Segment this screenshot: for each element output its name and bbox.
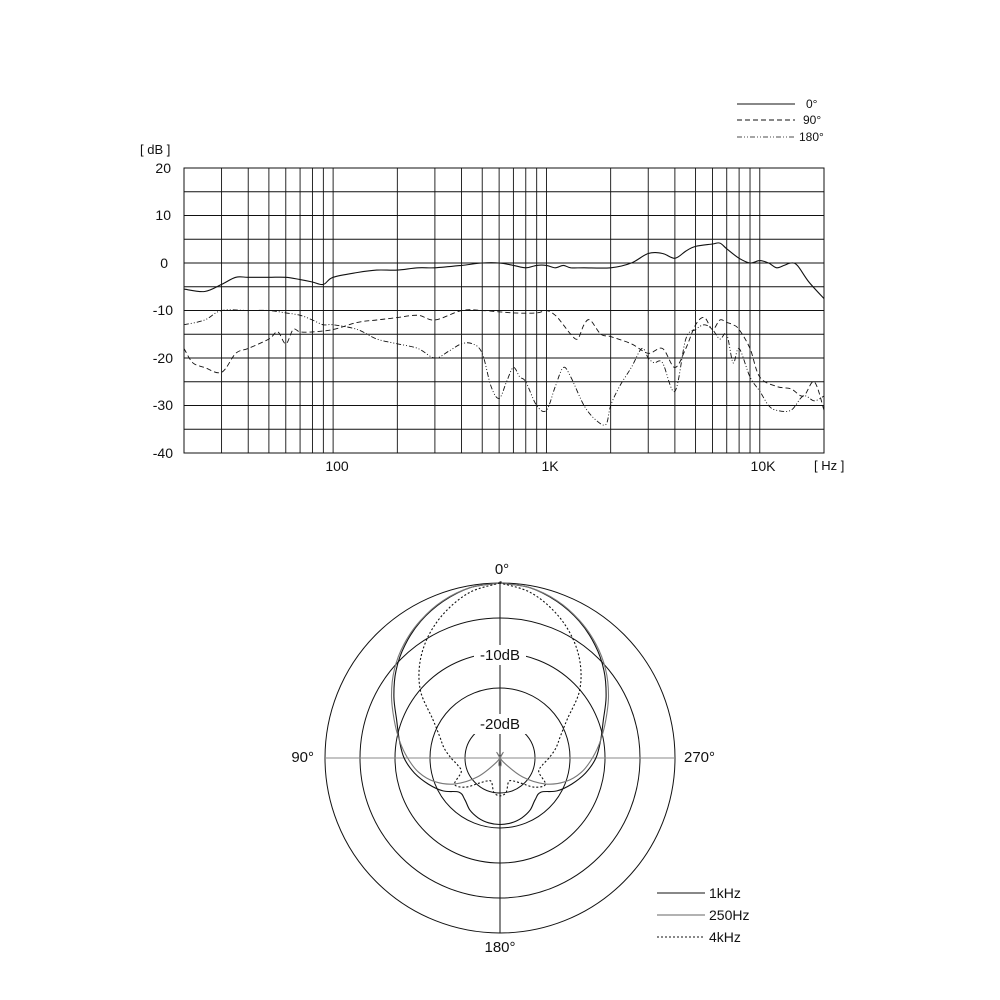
fr-y-tick-minus20: -20: [152, 350, 173, 366]
fr-y-tick-10: 10: [155, 207, 171, 223]
fr-legend: [737, 97, 824, 144]
polar-legend-label-4khz: 4kHz: [709, 929, 741, 945]
fr-y-tick-20: 20: [155, 160, 171, 176]
fr-y-tick-minus10: -10: [152, 302, 173, 318]
fr-x-tick-1k: 1K: [541, 458, 559, 474]
fr-series-line-2: [184, 310, 824, 425]
fr-series-line-1: [184, 310, 824, 411]
frequency-response-chart: [140, 97, 844, 474]
polar-legend-label-1khz: 1kHz: [709, 885, 741, 901]
polar-legend: [657, 885, 749, 945]
fr-horizontal-grid: [184, 192, 824, 430]
polar-pattern-chart: [291, 561, 749, 956]
fr-legend-label-180deg: 180°: [799, 130, 824, 144]
fr-legend-label-90deg: 90°: [803, 113, 822, 127]
fr-x-tick-10k: 10K: [750, 458, 776, 474]
fr-series-line-0: [184, 243, 824, 299]
fr-y-tick-minus30: -30: [152, 397, 173, 413]
fr-x-tick-100: 100: [325, 458, 349, 474]
ring-label-10db: -10dB: [479, 647, 521, 664]
fr-y-tick-minus40: -40: [152, 445, 173, 461]
fr-legend-label-0deg: 0°: [806, 97, 818, 111]
ring-label-20db: -20dB: [479, 716, 521, 733]
polar-angle-label-0: 0°: [494, 561, 510, 578]
fr-y-unit-label: [ dB ]: [140, 142, 171, 157]
polar-legend-label-250hz: 250Hz: [709, 907, 750, 923]
polar-angle-label-270: 270°: [684, 749, 716, 766]
fr-y-tick-0: 0: [160, 255, 168, 271]
fr-x-unit-label: [ Hz ]: [814, 458, 845, 473]
polar-angle-label-90: 90°: [291, 749, 314, 766]
polar-angle-label-180: 180°: [484, 939, 516, 956]
